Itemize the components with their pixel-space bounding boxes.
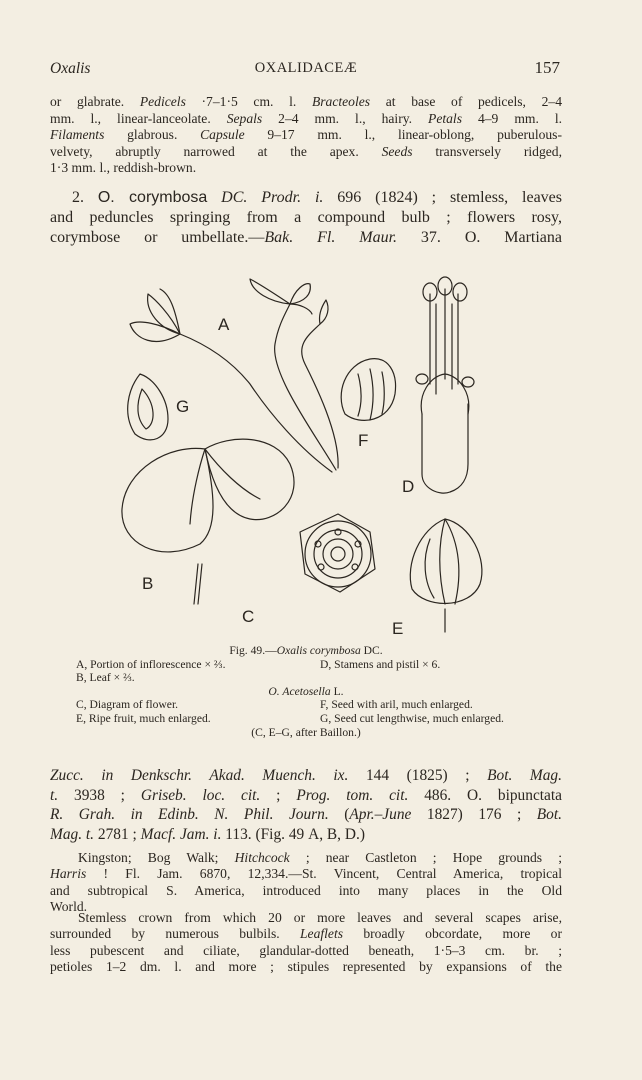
figure-label-b: B bbox=[142, 574, 154, 593]
text-line: mm. l., linear-lanceolate. Sepals 2–4 mm. l., hairy. Petals 4–9 mm. l. bbox=[50, 110, 562, 126]
references-paragraph bbox=[50, 766, 562, 844]
text-line: Harris ! Fl. Jam. 6870, 12,334.—St. Vincent, Central America, tropical bbox=[50, 866, 562, 882]
text-line: Kingston; Bog Walk; Hitchcock ; near Castleton ; Hope grounds ; bbox=[78, 850, 562, 865]
text-line: Stemless crown from which 20 or more leaves and several scapes arise, bbox=[78, 910, 562, 925]
caption-subhead: O. Acetosella L. bbox=[268, 684, 344, 698]
page-number: 157 bbox=[534, 58, 560, 77]
running-head-genus: Oxalis bbox=[50, 60, 91, 77]
inflorescence-drawing bbox=[130, 279, 338, 472]
caption-row bbox=[50, 658, 562, 672]
text-line: World. bbox=[50, 899, 88, 915]
caption-item-c: C, Diagram of flower. bbox=[76, 698, 179, 712]
description-paragraph bbox=[50, 94, 562, 177]
text-line: Filaments glabrous. Capsule 9–17 mm. l., linear-oblong, puberulous- bbox=[50, 127, 562, 143]
text-line: R. Grah. in Edinb. N. Phil. Journ. (Apr.–June 1827) 176 ; Bot. bbox=[50, 806, 562, 824]
caption-row bbox=[50, 698, 562, 712]
ripe-fruit-drawing bbox=[410, 519, 482, 632]
seed-aril-drawing bbox=[341, 359, 395, 421]
floral-diagram-drawing bbox=[300, 514, 375, 592]
figure-label-a: A bbox=[218, 315, 230, 334]
running-head bbox=[50, 58, 562, 82]
text-line: corymbose or umbellate.—Bak. Fl. Maur. 37. O. Martiana bbox=[50, 229, 562, 246]
caption-item-f: F, Seed with aril, much enlarged. bbox=[320, 698, 473, 712]
species-heading-line: 2. O. corymbosa DC. Prodr. i. 696 (1824) ; stemless, leaves bbox=[72, 189, 562, 206]
caption-row bbox=[50, 712, 562, 726]
figure-label-e: E bbox=[392, 619, 404, 638]
species-paragraph bbox=[50, 188, 562, 248]
text-line: Mag. t. 2781 ; Macf. Jam. i. 113. (Fig. 49 A, B, D.) bbox=[50, 825, 365, 843]
botanical-figure bbox=[100, 264, 560, 642]
text-line: less pubescent and ciliate, glandular-dotted beneath, 1·5–3 cm. br. ; bbox=[50, 942, 562, 958]
text-line: and peduncles springing from a compound bulb ; flowers rosy, bbox=[50, 209, 562, 226]
text-line: 1·3 mm. l., reddish-brown. bbox=[50, 160, 197, 176]
morphology-paragraph bbox=[50, 910, 562, 976]
running-head-family: OXALIDACEÆ bbox=[254, 60, 358, 76]
text-line: velvety, abruptly narrowed at the apex. Seeds transversely ridged, bbox=[50, 143, 562, 159]
seed-section-drawing bbox=[128, 374, 168, 440]
caption-credit: (C, E–G, after Baillon.) bbox=[251, 725, 361, 739]
caption-item-e: E, Ripe fruit, much enlarged. bbox=[76, 711, 211, 725]
figure-label-g: G bbox=[176, 397, 190, 416]
text-line: or glabrate. Pedicels ·7–1·5 cm. l. Bracteoles at base of pedicels, 2–4 bbox=[50, 94, 562, 109]
caption-item-b: B, Leaf × ⅔. bbox=[76, 671, 135, 685]
text-line: Zucc. in Denkschr. Akad. Muench. ix. 144 (1825) ; Bot. Mag. bbox=[50, 767, 562, 784]
caption-row bbox=[50, 671, 562, 685]
figure-label-f: F bbox=[358, 431, 369, 450]
species-author-ref: DC. Prodr. i. bbox=[221, 189, 324, 206]
figure-caption bbox=[50, 644, 562, 739]
figure-illustration bbox=[100, 264, 560, 642]
localities-paragraph bbox=[50, 850, 562, 916]
text-line: surrounded by numerous bulbils. Leaflets broadly obcordate, more or bbox=[50, 926, 562, 942]
stamens-pistil-drawing bbox=[416, 277, 474, 493]
caption-item-g: G, Seed cut lengthwise, much enlarged. bbox=[320, 711, 504, 725]
caption-item-d: D, Stamens and pistil × 6. bbox=[320, 657, 441, 671]
text-line: and subtropical S. America, introduced into many places in the Old bbox=[50, 882, 562, 898]
caption-title: Fig. 49.—Oxalis corymbosa DC. bbox=[229, 644, 383, 657]
figure-label-d: D bbox=[402, 477, 415, 496]
text-line: t. 3938 ; Griseb. loc. cit. ; Prog. tom. cit. 486. O. bipunctata bbox=[50, 786, 562, 804]
species-name: O. corymbosa bbox=[97, 189, 208, 206]
figure-label-c: C bbox=[242, 607, 255, 626]
text-line: petioles 1–2 dm. l. and more ; stipules represented by expansions of the bbox=[50, 959, 562, 975]
caption-item-a: A, Portion of inflorescence × ⅔. bbox=[76, 657, 226, 671]
species-number: 2. bbox=[72, 189, 84, 206]
